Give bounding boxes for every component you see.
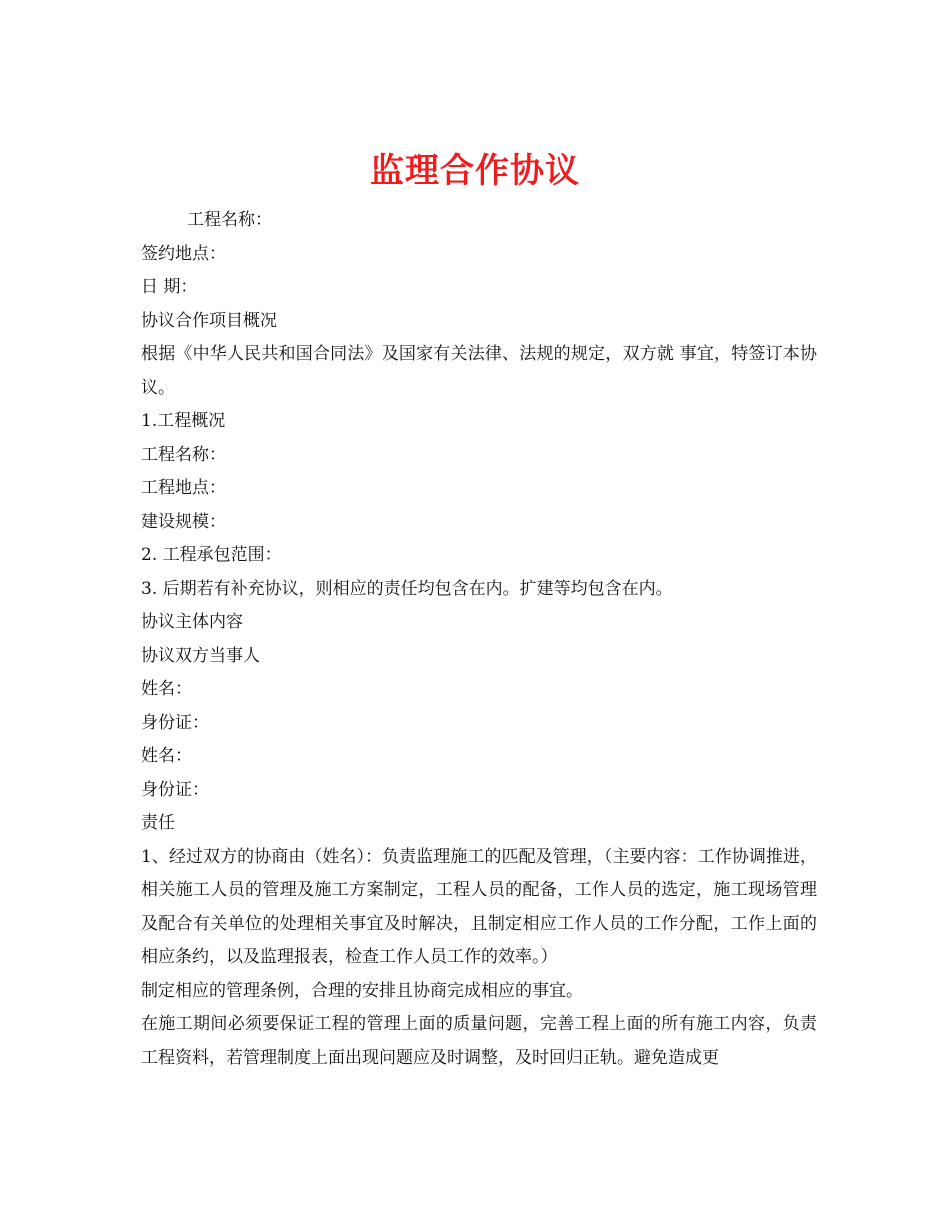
paragraph-party2-name: 姓名： xyxy=(141,746,192,766)
paragraph-supplementary-agreement: 3. 后期若有补充协议，则相应的责任均包含在内。扩建等均包含在内。 xyxy=(141,578,673,599)
section-heading-project-overview: 1.工程概况 xyxy=(141,411,226,431)
paragraph-project-name: 工程名称： xyxy=(187,210,272,230)
document-title: 监理合作协议 xyxy=(370,150,580,191)
section-heading-responsibility: 责任 xyxy=(141,813,175,833)
document-body xyxy=(141,204,817,1075)
paragraph-legal-basis: 根据《中华人民共和国合同法》及国家有关法律、法规的规定，双方就 事宜，特签订本协议。 xyxy=(141,344,817,398)
section-heading-main-content: 协议主体内容 xyxy=(141,612,243,632)
paragraph-party1-name: 姓名： xyxy=(141,679,192,699)
paragraph-signing-location: 签约地点： xyxy=(141,243,226,264)
paragraph-management-rules: 制定相应的管理条例，合理的安排且协商完成相应的事宜。 xyxy=(141,980,583,1001)
section-heading-overview: 协议合作项目概况 xyxy=(141,310,277,331)
paragraph-party1-id: 身份证： xyxy=(141,712,209,733)
paragraph-responsibility-1: 1、经过双方的协商由（姓名）：负责监理施工的匹配及管理，（主要内容：工作协调推进，相关施工人员的管理及施工方案制定，工程人员的配备，工作人员的选定，施工现场管理及配合有关单位的处理相关事宜及时解决，且制定相应工作人员的工作分配，工作上面的相应条约，以及监理报表，检查工作人员工作的效率。） xyxy=(141,846,817,967)
paragraph-project-location: 工程地点： xyxy=(141,478,226,498)
paragraph-contract-scope: 2. 工程承包范围： xyxy=(141,545,282,565)
paragraph-construction-scale: 建设规模： xyxy=(141,511,226,532)
paragraph-party2-id: 身份证： xyxy=(141,779,209,800)
paragraph-project-name-2: 工程名称： xyxy=(141,444,226,465)
paragraph-construction-quality: 在施工期间必须要保证工程的管理上面的质量问题，完善工程上面的所有施工内容，负责工程资料，若管理制度上面出现问题应及时调整，及时回归正轨。避免造成更 xyxy=(141,1014,817,1068)
paragraph-date: 日 期： xyxy=(141,277,198,297)
section-heading-parties: 协议双方当事人 xyxy=(141,645,260,666)
